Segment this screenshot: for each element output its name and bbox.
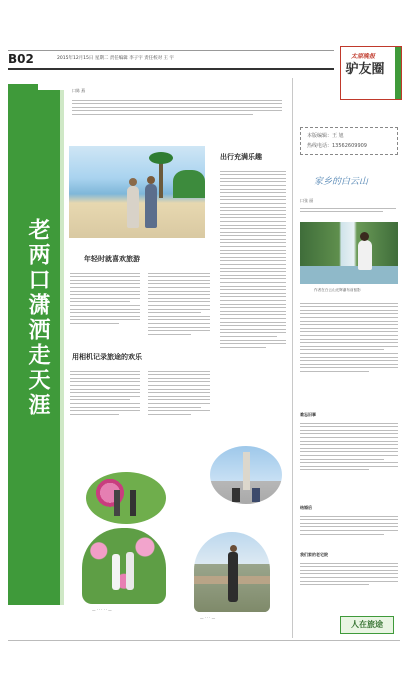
headline-bar	[8, 90, 64, 605]
page-number: B02	[8, 52, 34, 66]
footer-tag: 人在旅途	[340, 616, 394, 634]
second-byline: 口张 丽	[300, 198, 314, 203]
second-body-4	[300, 560, 398, 588]
second-body-2	[300, 420, 398, 473]
bottom-rule	[8, 640, 400, 641]
subhead-young: 年轻时就喜欢旅游	[84, 255, 140, 263]
lead-paragraph	[72, 97, 282, 118]
second-label-2: 结婚后	[300, 505, 312, 510]
second-label-3: 我们家的老宅院	[300, 552, 328, 557]
story-divider	[292, 78, 293, 638]
beach-photo	[69, 146, 205, 238]
header-rule-thin	[8, 50, 334, 51]
garden-photo	[82, 528, 166, 604]
body-column-b	[148, 270, 210, 337]
garden-caption: — · · · · · —	[92, 608, 112, 612]
second-body-3	[300, 513, 398, 537]
headline-bar-notch	[8, 84, 38, 92]
column-brand-box	[340, 46, 402, 100]
body-column-c	[70, 368, 140, 417]
hotline-box	[300, 127, 398, 155]
body-column-d	[148, 368, 210, 417]
body-column-e	[220, 168, 286, 350]
baiyun-caption: 作者在白云山光辉瀑布前留影	[314, 288, 361, 292]
hotline-line: 热线电话：13562609909	[307, 143, 367, 149]
main-headline: 老两口潇洒走天涯	[25, 218, 50, 418]
dateline: 2015年12月15日 星期二 责任编辑 李子宇 责任校对 王 宇	[57, 56, 174, 61]
newspaper-name: 太原晚报	[351, 53, 376, 60]
greatwall-caption: — · · · —	[200, 616, 216, 620]
second-label-1: 难忘旧事	[300, 412, 316, 417]
editor-line: 本版编辑：王 旭	[307, 133, 344, 139]
second-body-1	[300, 300, 398, 374]
second-headline: 家乡的白云山	[314, 177, 369, 187]
brand-accent	[395, 47, 401, 99]
baiyun-photo	[300, 222, 398, 284]
header-rule	[8, 68, 334, 70]
subhead-travel: 出行充满乐趣	[220, 153, 262, 161]
second-lead	[300, 205, 396, 215]
column-name: 驴友圈	[345, 62, 385, 77]
main-byline: 口陈 燕	[72, 88, 86, 93]
subhead-camera: 用相机记录旅途的欢乐	[72, 353, 142, 361]
flower-photo	[86, 472, 166, 524]
greatwall-photo	[194, 532, 270, 612]
monument-photo	[210, 446, 282, 504]
body-column-a	[70, 270, 140, 327]
